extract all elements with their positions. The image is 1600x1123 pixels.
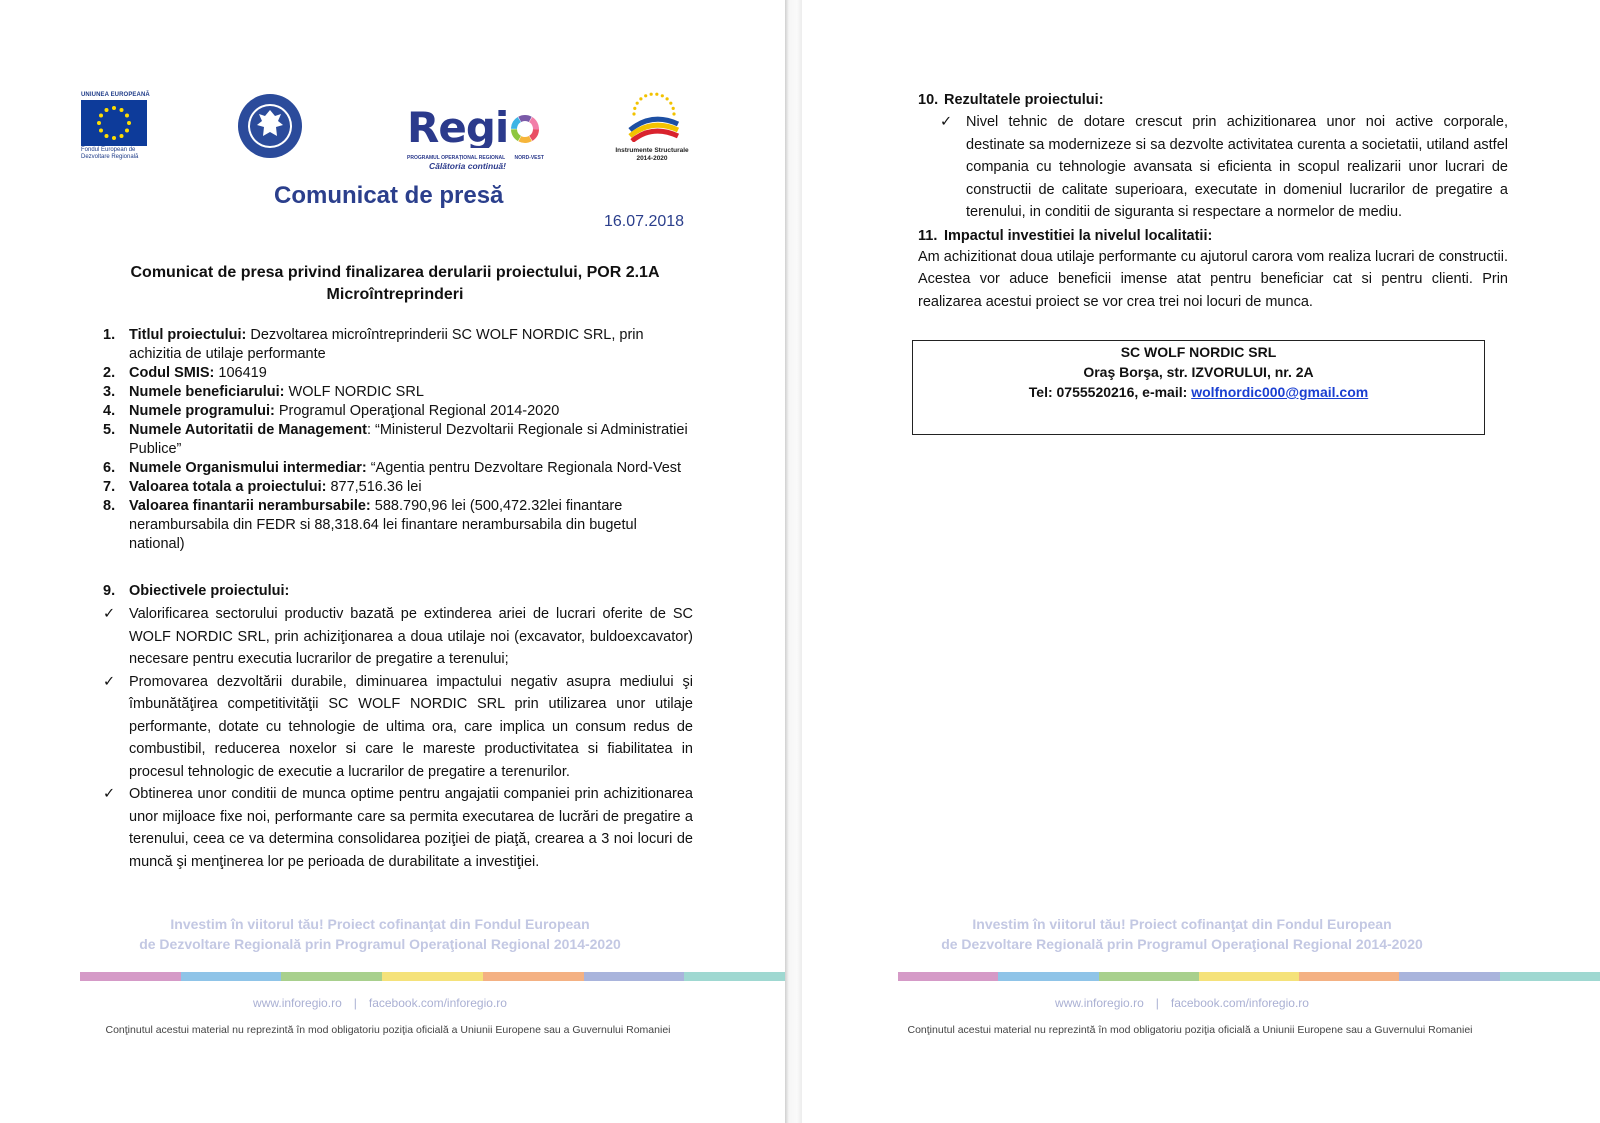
press-release-subject — [100, 262, 690, 306]
footer-slogan — [80, 914, 680, 954]
eu-logo — [81, 92, 161, 161]
regio-region-text: NORD-VEST — [514, 155, 544, 161]
list-item — [103, 478, 693, 497]
item-number: 6. — [103, 460, 116, 476]
list-item — [103, 326, 693, 364]
list-item — [103, 402, 693, 421]
slogan-line-1: Investim în viitorul tău! Proiect cofinanţat din Fondul European — [972, 916, 1392, 932]
color-band — [483, 972, 584, 981]
item-number: 3. — [103, 384, 116, 400]
color-band — [998, 972, 1098, 981]
item-label: Numele Organismului intermediar: — [129, 460, 367, 476]
color-band — [281, 972, 382, 981]
checkmark-icon: ✓ — [940, 114, 953, 130]
result-item — [918, 111, 1508, 224]
project-details-list — [103, 326, 693, 554]
item-value: : “Ministerul Dezvoltarii Regionale si Administratiei Publice” — [129, 422, 688, 457]
slogan-line-1: Investim în viitorul tău! Proiect cofinanţat din Fondul European — [170, 916, 590, 932]
color-band — [684, 972, 785, 981]
objective-item — [103, 603, 693, 671]
contact-box — [912, 340, 1485, 435]
color-band — [1099, 972, 1199, 981]
item-label: Titlul proiectului: — [129, 327, 247, 343]
item-number: 4. — [103, 403, 116, 419]
footer-links — [80, 996, 680, 1010]
item-number: 8. — [103, 498, 116, 514]
is-line-2: 2014-2020 — [636, 155, 668, 162]
eu-flag-icon — [81, 100, 147, 146]
color-band — [584, 972, 685, 981]
footer-color-strip — [898, 972, 1600, 981]
inforegio-facebook-link[interactable]: facebook.com/inforegio.ro — [368, 996, 507, 1010]
color-band — [898, 972, 998, 981]
item-label: Valoarea totala a proiectului: — [129, 479, 327, 495]
color-band — [1199, 972, 1299, 981]
contact-company: SC WOLF NORDIC SRL — [1120, 344, 1277, 360]
item-label: Valoarea finantarii nerambursabile: — [129, 498, 371, 514]
section-title: Rezultatele proiectului: — [944, 92, 1104, 108]
footer-slogan — [882, 914, 1482, 954]
link-separator: | — [353, 996, 357, 1010]
objective-text: Obtinerea unor conditii de munca optime pentru angajatii companiei prin achizitionarea unor mijloace fixe noi, performante care sa permita executarea de lucrări de pregatire a terenului, ceea ce va determina consolidarea poziţiei de piaţă, crearea a 3 noi locuri de muncă şi menţinerea lor pe perioada de durabilitate a investiţiei. — [129, 786, 693, 870]
objective-text: Valorificarea sectorului productiv bazată pe extinderea ariei de lucrari oferite de SC WOLF NORDIC SRL, prin achiziţionarea a doua utilaje noi (excavator, buldoexcavator) necesare pentru executia lucrarilor de pregatire a terenului; — [129, 606, 693, 667]
contact-phone: Tel: 0755520216, e-mail: — [1028, 384, 1192, 400]
item-value: 877,516.36 lei — [326, 479, 422, 495]
item-value: “Agentia pentru Dezvoltare Regionala Nord-Vest — [366, 460, 682, 476]
section-number: 11. — [918, 227, 938, 244]
color-band — [80, 972, 181, 981]
item-value: 106419 — [214, 365, 267, 381]
structural-instruments-icon — [622, 90, 682, 142]
objective-item — [103, 671, 693, 784]
page-title: Comunicat de presă — [274, 182, 504, 209]
impact-text: Am achizitionat doua utilaje performante cu ajutorul carora vom realiza lucrari de constructii. Acestea vor aduce beneficii imense atat pentru beneficiar cat si pentru clienti. Prin realizarea acestui proiect se vor crea trei noi locuri de munca. — [918, 248, 1508, 310]
subject-line-1: Comunicat de presa privind finalizarea derularii proiectului, POR 2.1A — [130, 264, 660, 281]
regio-program-text: PROGRAMUL OPERAȚIONAL REGIONAL — [407, 155, 506, 161]
structural-instruments-logo — [612, 90, 692, 165]
footer-links — [882, 996, 1482, 1010]
svg-text:Regi: Regi — [407, 104, 509, 148]
inforegio-facebook-link[interactable]: facebook.com/inforegio.ro — [1170, 996, 1309, 1010]
color-band — [1399, 972, 1499, 981]
section-title: Obiectivele proiectului: — [129, 583, 290, 599]
item-label: Numele beneficiarului: — [129, 384, 285, 400]
page-gap — [785, 0, 802, 1123]
item-number: 2. — [103, 365, 116, 381]
regio-tagline: Călătoria continuă! — [429, 161, 506, 171]
objective-text: Promovarea dezvoltării durabile, diminuarea impactului negativ asupra mediului şi îmbunătăţirea competitivităţii SC WOLF NORDIC SRL prin utilizarea unor utilaje performante, dotate cu tehnologie de ultima ora, care implica un consum redus de combustibil, reducerea noxelor si care le mareste productivitatea si fiabilitatea in procesul tehnologic de executie a lucrarilor de pregatire a terenurilor. — [129, 673, 693, 780]
color-band — [1299, 972, 1399, 981]
subject-line-2: Microîntreprinderi — [326, 286, 464, 303]
link-separator: | — [1155, 996, 1159, 1010]
item-number: 5. — [103, 422, 116, 438]
contact-address: Oraş Borşa, str. IZVORULUI, nr. 2A — [1083, 364, 1314, 380]
color-band — [382, 972, 483, 981]
regio-wordmark-icon — [407, 104, 547, 148]
section-title: Impactul investitiei la nivelul localitatii: — [944, 227, 1213, 244]
list-item — [103, 364, 693, 383]
checkmark-icon: ✓ — [103, 606, 116, 622]
press-release-date: 16.07.2018 — [604, 213, 685, 230]
item-value: WOLF NORDIC SRL — [284, 384, 424, 400]
list-item — [103, 421, 693, 459]
slogan-line-2: de Dezvoltare Regională prin Programul Operaţional Regional 2014-2020 — [139, 936, 621, 952]
eu-fund-caption — [81, 147, 161, 161]
list-item — [103, 459, 693, 478]
eu-fund-line-2: Dezvoltare Regională — [81, 154, 139, 160]
item-label: Numele programului: — [129, 403, 275, 419]
footer-color-strip — [80, 972, 785, 981]
objectives-heading — [103, 581, 693, 601]
structural-instruments-caption — [612, 147, 692, 163]
item-label: Codul SMIS: — [129, 365, 215, 381]
item-value: Dezvoltarea microîntreprinderii SC WOLF NORDIC SRL, prin achizitia de utilaje performante — [129, 327, 644, 362]
is-line-1: Instrumente Structurale — [615, 147, 689, 154]
color-band — [181, 972, 282, 981]
contact-email-link[interactable]: wolfnordic000@gmail.com — [1191, 384, 1369, 400]
checkmark-icon: ✓ — [103, 673, 116, 690]
footer-disclaimer: Conţinutul acestui material nu reprezintă în mod obligatoriu poziţia oficială a Uniunii Europene sau a Guvernului Romaniei — [105, 1024, 671, 1036]
objectives-section — [103, 581, 693, 873]
slogan-line-2: de Dezvoltare Regională prin Programul Operaţional Regional 2014-2020 — [941, 936, 1423, 952]
section-number: 10. — [918, 92, 939, 108]
results-heading — [918, 90, 1508, 110]
checkmark-icon: ✓ — [103, 786, 116, 802]
item-value: 588.790,96 lei (500,472.32lei finantare nerambursabila din FEDR si 88,318.64 lei finantare nerambursabila din bugetul national) — [129, 498, 637, 552]
list-item — [103, 383, 693, 402]
result-text: Nivel tehnic de dotare crescut prin achizitionarea unor noi active corporale, destinate sa modernizeze si sa dezvolte activitatea curenta a societatii, utiland astfel compania cu tehnologie avansata si eficienta in scopul realizarii unor lucrari de constructii de calitate superioara, executate in domeniul lucrarilor de pregatire a terenului, in conditii de siguranta si respectare a normelor de mediu. — [966, 114, 1508, 220]
document-page-1 — [0, 0, 785, 1123]
item-value: Programul Operaţional Regional 2014-2020 — [274, 403, 560, 419]
item-label: Numele Autoritatii de Management — [129, 422, 367, 438]
objective-item — [103, 783, 693, 873]
results-and-impact — [918, 90, 1508, 313]
romanian-government-seal-icon — [236, 92, 304, 160]
inforegio-site-link[interactable]: www.inforegio.ro — [253, 996, 342, 1010]
section-number: 9. — [103, 583, 116, 599]
eu-logo-caption: UNIUNEA EUROPEANĂ — [81, 92, 150, 98]
regio-logo — [407, 104, 547, 171]
impact-heading — [918, 226, 1508, 246]
contact-phone-email — [913, 382, 1484, 402]
color-band — [1500, 972, 1600, 981]
item-number: 1. — [103, 327, 116, 343]
inforegio-site-link[interactable]: www.inforegio.ro — [1055, 996, 1144, 1010]
list-item — [103, 497, 693, 554]
eu-fund-line-1: Fondul European de — [81, 147, 136, 153]
footer-disclaimer: Conţinutul acestui material nu reprezintă în mod obligatoriu poziţia oficială a Uniunii Europene sau a Guvernului Romaniei — [907, 1024, 1473, 1036]
item-number: 7. — [103, 479, 116, 495]
